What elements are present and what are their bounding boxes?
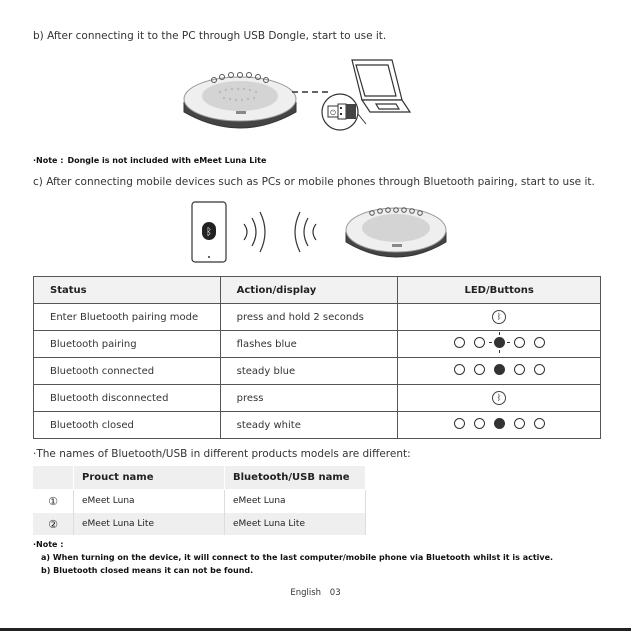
page-number: 03 — [329, 588, 341, 598]
svg-text:ᛒ: ᛒ — [206, 227, 212, 238]
led-off-icon — [474, 364, 485, 375]
led-off-icon — [534, 364, 545, 375]
speaker-icon — [184, 73, 296, 129]
usb-dongle-illustration — [180, 54, 410, 134]
table-row — [34, 304, 601, 331]
status-table — [33, 276, 601, 439]
status-cell: Bluetooth pairing — [34, 331, 221, 358]
action-cell: flashes blue — [220, 331, 398, 358]
action-cell: steady blue — [220, 358, 398, 385]
note-item-b: b) Bluetooth closed means it can not be found. — [41, 566, 254, 575]
action-cell: press and hold 2 seconds — [220, 304, 398, 331]
led-off-icon — [514, 364, 525, 375]
led-off-icon — [454, 364, 465, 375]
led-indicator-row — [454, 337, 545, 348]
led-off-icon — [474, 337, 485, 348]
bluetooth-button-icon: ᛒ — [492, 391, 506, 405]
led-cell — [398, 304, 601, 331]
section-b-heading: b) After connecting it to the PC through USB Dongle, start to use it. — [33, 30, 387, 42]
col-index — [33, 466, 74, 490]
names-table — [33, 466, 366, 535]
status-cell: Bluetooth connected — [34, 358, 221, 385]
names-table-header — [33, 466, 366, 490]
table-row — [34, 358, 601, 385]
speaker-icon — [346, 208, 446, 257]
note-item-a: a) When turning on the device, it will connect to the last computer/mobile phone via Bluetooth whilst it is active. — [41, 553, 554, 562]
row-index: ① — [33, 490, 74, 513]
led-flash-icon — [494, 337, 505, 348]
table-row — [34, 412, 601, 439]
product-cell: eMeet Luna Lite — [74, 513, 225, 536]
col-status: Status — [34, 277, 221, 304]
table-row — [33, 490, 366, 513]
action-cell: press — [220, 385, 398, 412]
note-label: ·Note : — [33, 540, 64, 549]
note-dongle — [33, 156, 266, 165]
col-product: Prouct name — [74, 466, 225, 490]
signal-waves-icon — [244, 212, 316, 252]
led-off-icon — [534, 418, 545, 429]
footer-language: English — [290, 588, 322, 598]
col-bt-name: Bluetooth/USB name — [225, 466, 366, 490]
status-cell: Bluetooth closed — [34, 412, 221, 439]
table-row — [33, 513, 366, 536]
led-cell — [398, 358, 601, 385]
led-on-icon — [494, 418, 505, 429]
svg-text:⏻: ⏻ — [330, 109, 336, 117]
led-cell — [398, 331, 601, 358]
led-cell — [398, 412, 601, 439]
col-action: Action/display — [220, 277, 398, 304]
led-off-icon — [454, 418, 465, 429]
phone-icon — [192, 202, 226, 262]
bluetooth-pairing-illustration — [190, 200, 450, 272]
note-label: ·Note : — [33, 156, 64, 165]
row-index: ② — [33, 513, 74, 536]
action-cell: steady white — [220, 412, 398, 439]
status-table-header — [34, 277, 601, 304]
led-cell — [398, 385, 601, 412]
led-off-icon — [454, 337, 465, 348]
laptop-icon — [352, 60, 410, 112]
col-led: LED/Buttons — [398, 277, 601, 304]
status-cell: Bluetooth disconnected — [34, 385, 221, 412]
led-off-icon — [514, 418, 525, 429]
usb-dongle-icon — [322, 94, 366, 130]
status-cell: Enter Bluetooth pairing mode — [34, 304, 221, 331]
product-cell: eMeet Luna — [74, 490, 225, 513]
led-on-icon — [494, 364, 505, 375]
led-indicator-row — [454, 364, 545, 375]
led-off-icon — [534, 337, 545, 348]
led-off-icon — [474, 418, 485, 429]
page-footer — [0, 588, 631, 598]
section-c-heading: c) After connecting mobile devices such as PCs or mobile phones through Bluetooth pairing, start to use it. — [33, 176, 595, 188]
table-row — [34, 331, 601, 358]
table-row — [34, 385, 601, 412]
bt-name-cell: eMeet Luna Lite — [225, 513, 366, 536]
names-intro: ·The names of Bluetooth/USB in different products models are different: — [33, 448, 411, 460]
bluetooth-button-icon: ᛒ — [492, 310, 506, 324]
bt-name-cell: eMeet Luna — [225, 490, 366, 513]
note-text: Dongle is not included with eMeet Luna Lite — [67, 156, 267, 165]
led-indicator-row — [454, 418, 545, 429]
note-bottom — [33, 540, 553, 575]
led-off-icon — [514, 337, 525, 348]
